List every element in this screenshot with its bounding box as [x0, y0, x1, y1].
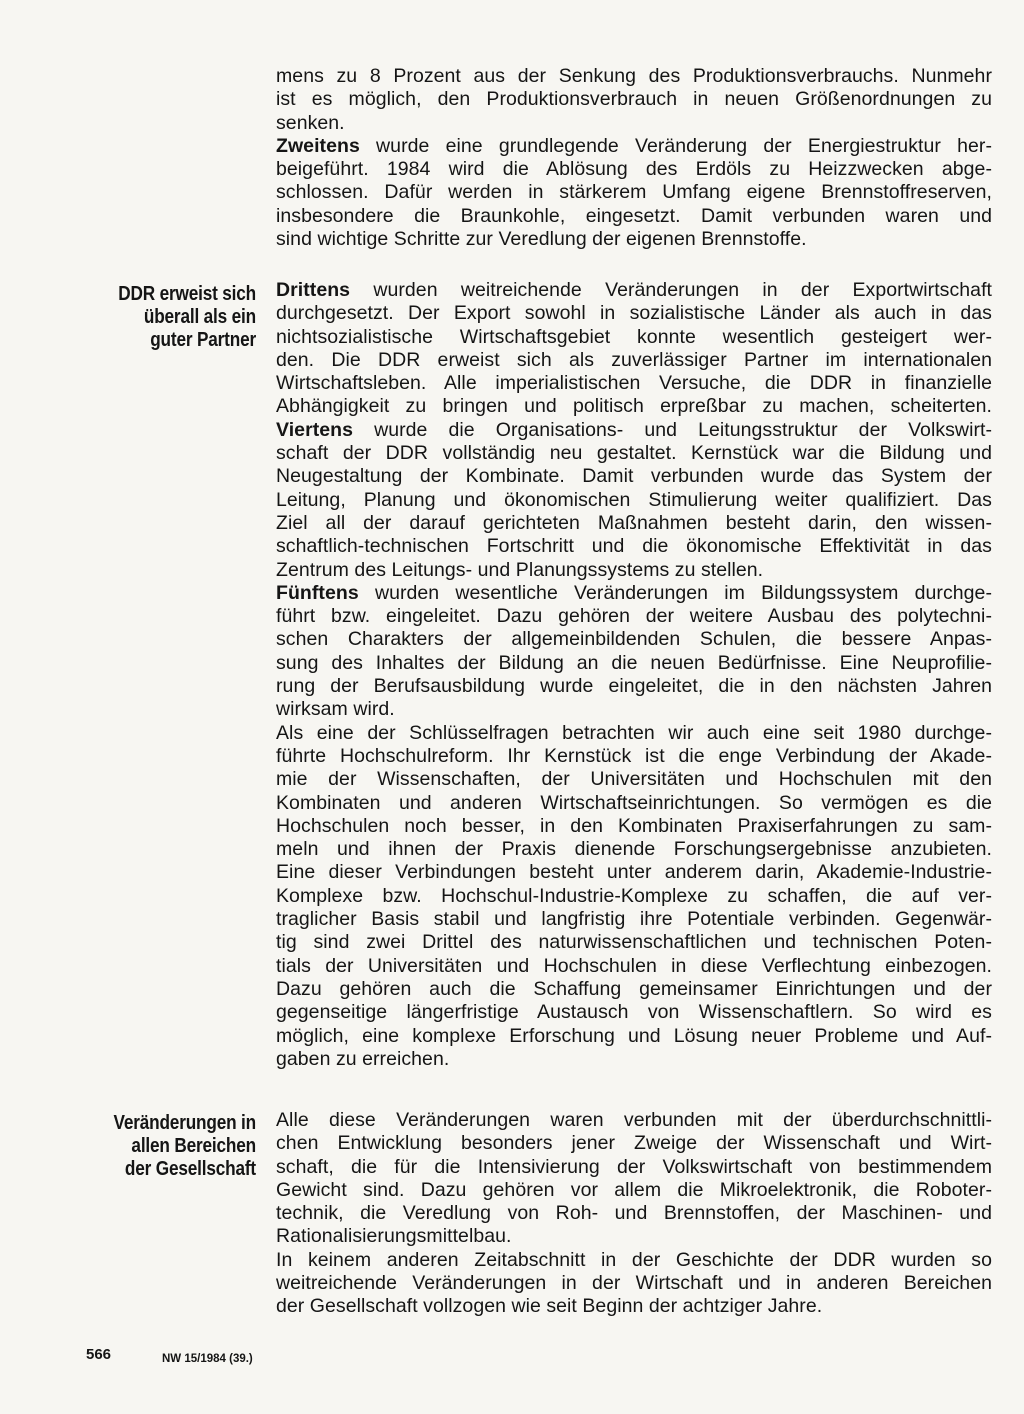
lead-word: Viertens — [276, 418, 354, 441]
text-line: den. Die DDR erweist sich als zuverlässiger Partner im internationalen — [276, 348, 992, 371]
text-line: Wirtschaftsleben. Alle imperialistischen Versuche, die DDR in finanzielle — [276, 372, 992, 395]
lead-word: Drittens — [276, 279, 351, 301]
text-line: traglicher Basis stabil und langfristig ihre Potentiale verbinden. Gegenwär- — [276, 908, 992, 931]
text-line: schaftlich-technischen Fortschritt und die ökonomische Effektivität in das — [276, 535, 992, 558]
lead-word: Fünftens — [276, 581, 359, 604]
page-number: 566 — [86, 1346, 112, 1363]
text-line: Leitung, Planung und ökonomischen Stimulierung weiter qualifiziert. Das — [276, 488, 992, 511]
text-line: tig sind zwei Drittel des naturwissenschaftlichen und technischen Poten- — [276, 931, 992, 954]
text-line: beigeführt. 1984 wird die Ablösung des Erdöls zu Heizzwecken abge- — [276, 158, 992, 181]
margin-note-partner — [103, 283, 256, 352]
margin-note-line: Veränderungen in — [113, 1112, 256, 1134]
lead-word: Zweitens — [276, 134, 360, 157]
text-line: Dazu gehören auch die Schaffung gemeinsamer Einrichtungen und der — [276, 977, 992, 1000]
text-line: schaft der DDR vollständig neu gestaltet. Kernstück war die Bildung und — [276, 442, 992, 465]
text-line: durchgesetzt. Der Export sowohl in sozialistische Länder als auch in das — [276, 302, 992, 325]
text-line: In keinem anderen Zeitabschnitt in der Geschichte der DDR wurden so — [276, 1248, 992, 1271]
text-line: Neugestaltung der Kombinate. Damit verbunden wurde das System der — [276, 465, 992, 488]
text-line: sung des Inhaltes der Bildung an die neuen Bedürfnisse. Eine Neuprofilie- — [276, 651, 992, 674]
text-line: Viertens wurde die Organisations- und Leitungsstruktur der Volkswirt- — [276, 418, 992, 441]
paragraph-block-2 — [276, 279, 992, 1071]
text-line: der Gesellschaft vollzogen wie seit Beginn der achtziger Jahre. — [276, 1295, 823, 1318]
paragraph-block-3 — [276, 1109, 992, 1319]
text-line: Zweitens wurde eine grundlegende Veränderung der Energiestruktur her- — [276, 134, 992, 157]
text-line: nichtsozialistische Wirtschaftsgebiet konnte wesentlich gesteigert wer- — [276, 325, 992, 348]
margin-note-line: der Gesellschaft — [124, 1158, 256, 1180]
text-line: Zentrum des Leitungs- und Planungssystems zu stellen. — [276, 558, 764, 581]
text-line: Drittens wurden weitreichende Veränderungen in der Exportwirtschaft — [276, 279, 992, 301]
margin-note-line: allen Bereichen — [131, 1135, 256, 1157]
text-line: tials der Universitäten und Hochschulen in diese Verflechtung einbezogen. — [276, 954, 992, 977]
text-line: Abhängigkeit zu bringen und politisch erpreßbar zu machen, scheiterten. — [276, 395, 992, 418]
text-line: rung der Berufsausbildung wurde eingeleitet, die in den nächsten Jahren — [276, 675, 992, 698]
text-line: gegenseitige längerfristige Austausch von Wissenschaftlern. So wird es — [276, 1001, 992, 1024]
text-line: Komplexe bzw. Hochschul-Industrie-Komplexe zu schaffen, die auf ver- — [276, 884, 992, 907]
text-line: Als eine der Schlüsselfragen betrachten wir auch eine seit 1980 durchge- — [276, 721, 992, 744]
text-line: Hochschulen noch besser, in den Kombinaten Praxiserfahrungen zu sam- — [276, 814, 992, 837]
text-line: gaben zu erreichen. — [276, 1047, 450, 1070]
text-line: Gewicht sind. Dazu gehören vor allem die Mikroelektronik, die Roboter- — [276, 1178, 992, 1201]
text-line: insbesondere die Braunkohle, eingesetzt. Damit verbunden waren und — [276, 204, 992, 227]
text-line: weitreichende Veränderungen in der Wirtschaft und in anderen Bereichen — [276, 1272, 992, 1295]
text-line: Rationalisierungsmittelbau. — [276, 1225, 512, 1248]
text-line: senken. — [276, 111, 345, 134]
text-line: wirksam wird. — [276, 698, 395, 721]
text-line: ist es möglich, den Produktionsverbrauch in neuen Größenordnungen zu — [276, 88, 992, 111]
margin-note-line: überall als ein — [143, 306, 256, 328]
text-line: meln und ihnen der Praxis dienende Forschungsergebnisse anzubieten. — [276, 838, 992, 861]
text-line: schaft, die für die Intensivierung der Volkswirtschaft von bestimmendem — [276, 1155, 992, 1178]
text-line: schlossen. Dafür werden in stärkerem Umfang eigene Brennstoffreserven, — [276, 181, 992, 204]
text-line: führte Hochschulreform. Ihr Kernstück ist die enge Verbindung der Akade- — [276, 744, 992, 767]
text-line: Kombinaten und anderen Wirtschaftseinrichtungen. So vermögen es die — [276, 791, 992, 814]
text-line: sind wichtige Schritte zur Veredlung der eigenen Brennstoffe. — [276, 228, 807, 251]
margin-note-gesellschaft — [103, 1112, 256, 1181]
margin-note-line: guter Partner — [150, 329, 256, 351]
text-line: Eine dieser Verbindungen besteht unter anderem darin, Akademie-Industrie- — [276, 861, 992, 884]
journal-reference: NW 15/1984 (39.) — [162, 1353, 253, 1365]
text-line: schen Charakters der allgemeinbildenden Schulen, die bessere Anpas- — [276, 628, 992, 651]
text-line: mie der Wissenschaften, der Universitäten und Hochschulen mit den — [276, 768, 992, 791]
text-line: führt bzw. eingeleitet. Dazu gehören der weitere Ausbau des polytechni- — [276, 605, 992, 628]
text-line: Alle diese Veränderungen waren verbunden mit der überdurchschnittli- — [276, 1109, 992, 1131]
margin-note-line: DDR erweist sich — [118, 283, 256, 305]
text-line: technik, die Veredlung von Roh- und Brennstoffen, der Maschinen- und — [276, 1202, 992, 1225]
text-line: Ziel all der darauf gerichteten Maßnahmen besteht darin, den wissen- — [276, 511, 992, 534]
paragraph-block-1 — [276, 65, 992, 251]
text-line: chen Entwicklung besonders jener Zweige der Wissenschaft und Wirt- — [276, 1132, 992, 1155]
text-line: Fünftens wurden wesentliche Veränderungen im Bildungssystem durchge- — [276, 581, 992, 604]
text-line: mens zu 8 Prozent aus der Senkung des Produktionsverbrauchs. Nunmehr — [276, 65, 992, 87]
text-line: möglich, eine komplexe Erforschung und Lösung neuer Probleme und Auf- — [276, 1024, 992, 1047]
